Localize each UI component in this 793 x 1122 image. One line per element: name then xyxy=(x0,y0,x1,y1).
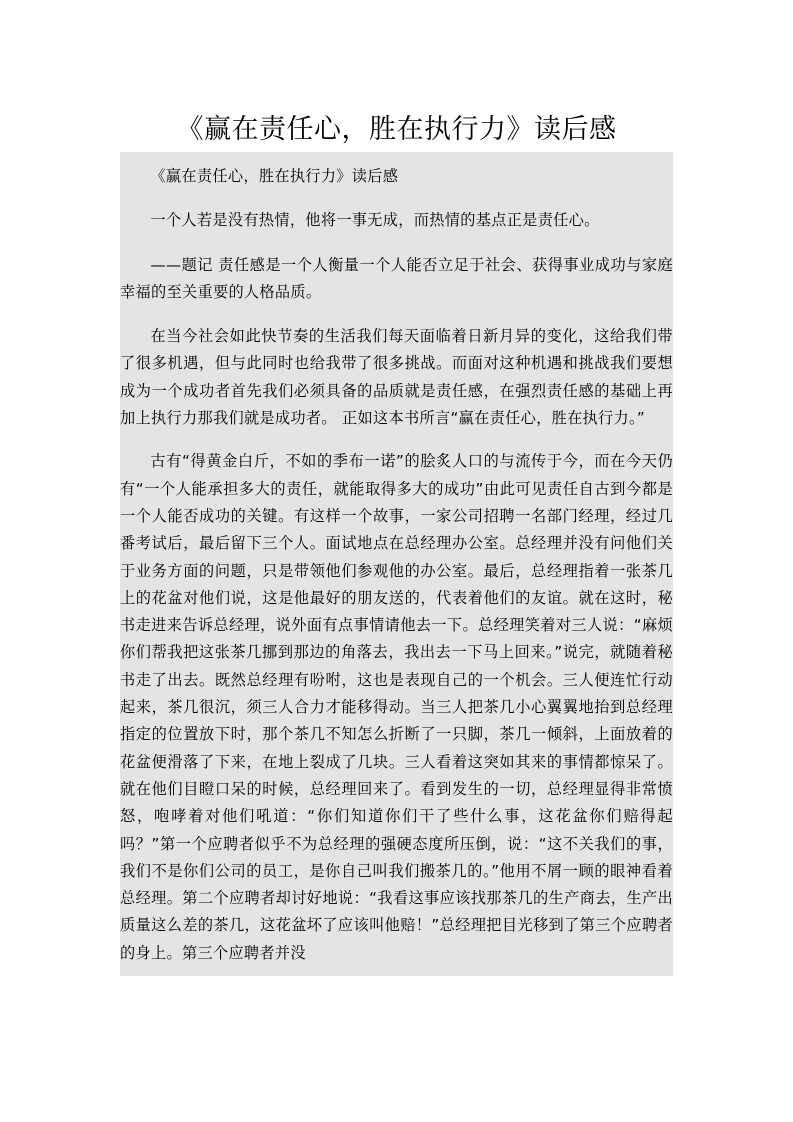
page-title: 《赢在责任心，胜在执行力》读后感 xyxy=(176,114,617,146)
paragraph-spacer xyxy=(120,432,673,448)
paragraph-spacer xyxy=(120,306,673,323)
paragraph-body-2: 古有“得黄金白斤，不如的季布一诺”的脍炙人口的与流传于今，而在今天仍有“一个人能承担多大的责任，就能取得多大的成功”由此可见责任自古到今都是一个人能否成功的关键。有这样一个故事，一家公司招聘一名部门经理，经过几番考试后，最后留下三个人。面试地点在总经理办公室。总经理并没有问他们关于业务方面的问题，只是带领他们参观他的办公室。最后，总经理指着一张茶几上的花盆对他们说，这是他最好的朋友送的，代表着他们的友谊。就在这时，秘书走进来告诉总经理，说外面有点事情请他去一下。总经理笑着对三人说：“麻烦你们帮我把这张茶几挪到那边的角落去，我出去一下马上回来。”说完，就随着秘书走了出去。既然总经理有吩咐，这也是表现自己的一个机会。三人便连忙行动起来，茶几很沉，须三人合力才能移得动。当三人把茶几小心翼翼地抬到总经理指定的位置放下时，那个茶几不知怎么折断了一只脚，茶几一倾斜，上面放着的花盆便滑落了下来，在地上裂成了几块。三人看着这突如其来的事情都惊呆了。就在他们目瞪口呆的时候，总经理回来了。看到发生的一切，总经理显得非常愤怒，咆哮着对他们吼道：“你们知道你们干了些什么事，这花盆你们赔得起吗？”第一个应聘者似乎不为总经理的强硬态度所压倒，说：“这不关我们的事，我们不是你们公司的员工，是你自己叫我们搬茶几的。”他用不屑一顾的眼神看着总经理。第二个应聘者却讨好地说：“我看这事应该找那茶几的生产商去，生产出质量这么差的茶几，这花盆坏了应该叫他赔！”总经理把目光移到了第三个应聘者的身上。第三个应聘者并没 xyxy=(120,452,673,962)
paragraph-epigraph-quote: 一个人若是没有热情，他将一事无成，而热情的基点正是责任心。 xyxy=(150,211,600,230)
paragraph-body-1: 在当今社会如此快节奏的生活我们每天面临着日新月异的变化，这给我们带了很多机遇，但与此同时也给我带了很多挑战。而面对这种机遇和挑战我们要想成为一个成功者首先我们必须具备的品质就是责任感，在强烈责任感的基础上再加上执行力那我们就是成功者。 正如这本书所言“赢在责任心，胜在执行力。” xyxy=(120,327,673,428)
paragraph-heading-line: 《赢在责任心，胜在执行力》读后感 xyxy=(150,167,399,185)
paragraph-spacer xyxy=(120,235,673,252)
paragraph-epigraph-source: ——题记 责任感是一个人衡量一个人能否立足于社会、获得事业成功与家庭幸福的至关重要的人格品质。 xyxy=(120,255,673,301)
content-block-bottom-pad xyxy=(120,967,673,976)
paragraph-spacer xyxy=(120,190,673,207)
document-content-block xyxy=(120,152,673,976)
